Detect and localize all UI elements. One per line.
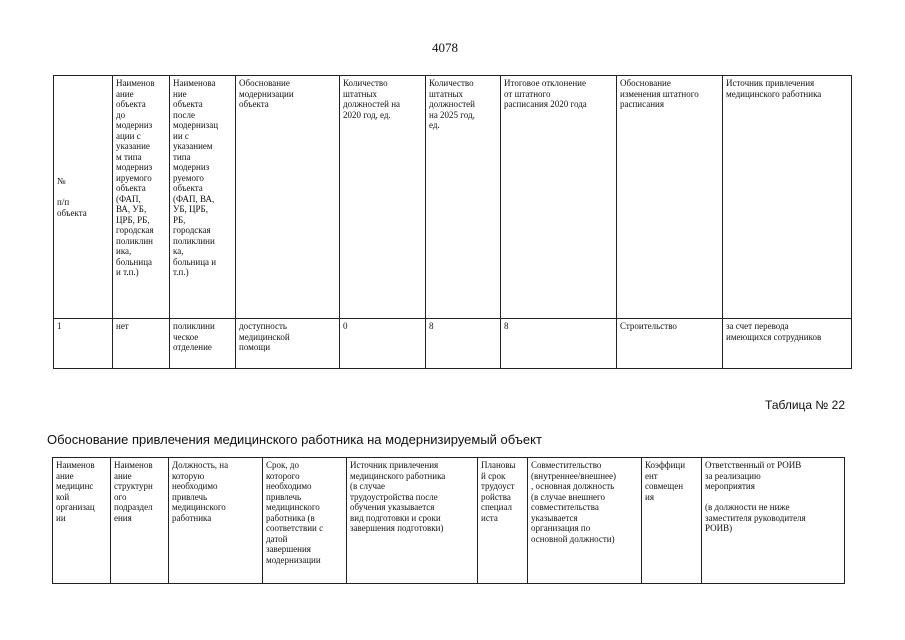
header-cell: Источник привлечения медицинского работника: [723, 76, 852, 319]
table-cell: поликлини ческое отделение: [170, 319, 236, 369]
table-cell: 1: [54, 319, 113, 369]
header-cell: Наименов ание структурн ого подраздел ения: [111, 458, 169, 584]
header-cell: Коэффици ент совмещен ия: [642, 458, 702, 584]
table-cell: 8: [501, 319, 617, 369]
header-cell: Срок, до которого необходимо привлечь медицинского работника (в соответствии с датой завершения модернизации: [263, 458, 347, 584]
table-label: Таблица № 22: [765, 398, 845, 412]
header-cell: Должность, на которую необходимо привлечь медицинского работника: [169, 458, 263, 584]
header-cell: № п/п объекта: [54, 76, 113, 319]
header-cell: Ответственный от РОИВ за реализацию мероприятия (в должности не ниже заместителя руководителя РОИВ): [702, 458, 845, 584]
header-cell: Итоговое отклонение от штатного расписания 2020 года: [501, 76, 617, 319]
header-cell: Количество штатных должностей на 2020 год, ед.: [340, 76, 426, 319]
staffing-table: [53, 75, 852, 369]
justification-table: [52, 457, 845, 584]
table-header-row: [53, 458, 845, 584]
table-cell: за счет перевода имеющихся сотрудников: [723, 319, 852, 369]
table-cell: нет: [113, 319, 170, 369]
header-cell: Обоснование модернизации объекта: [236, 76, 340, 319]
header-cell: Наименов ание медицинс кой организац ии: [53, 458, 111, 584]
header-cell: Наименов ание объекта до модерниз ации с указание м типа модерниз ируемого объекта (ФАП, ВА, УБ, ЦРБ, РБ, городская поликлин ика, больница и т.п.): [113, 76, 170, 319]
table-cell: доступность медицинской помощи: [236, 319, 340, 369]
table-header-row: [54, 76, 852, 319]
table-cell: 8: [426, 319, 501, 369]
page-number: 4078: [432, 40, 458, 55]
table-cell: 0: [340, 319, 426, 369]
table-title: Обоснование привлечения медицинского работника на модернизируемый объект: [47, 432, 542, 447]
table-cell: Строительство: [617, 319, 723, 369]
header-cell: Плановы й срок трудоуст ройства специал иста: [478, 458, 528, 584]
header-cell: Наименова ние объекта после модернизац ии с указанием типа модерниз руемого объекта (ФАП, ВА, УБ, ЦРБ, РБ, городская поликлини ка, больница и т.п.): [170, 76, 236, 319]
header-cell: Источник привлечения медицинского работника (в случае трудоустройства после обучения указывается вид подготовки и сроки завершения подготовки): [347, 458, 478, 584]
header-cell: Обоснование изменения штатного расписания: [617, 76, 723, 319]
table-row: [54, 319, 852, 369]
header-cell: Количество штатных должностей на 2025 год, ед.: [426, 76, 501, 319]
header-cell: Совместительство (внутреннее/внешнее) , основная должность (в случае внешнего совместительства указывается организация по основной должности): [528, 458, 642, 584]
